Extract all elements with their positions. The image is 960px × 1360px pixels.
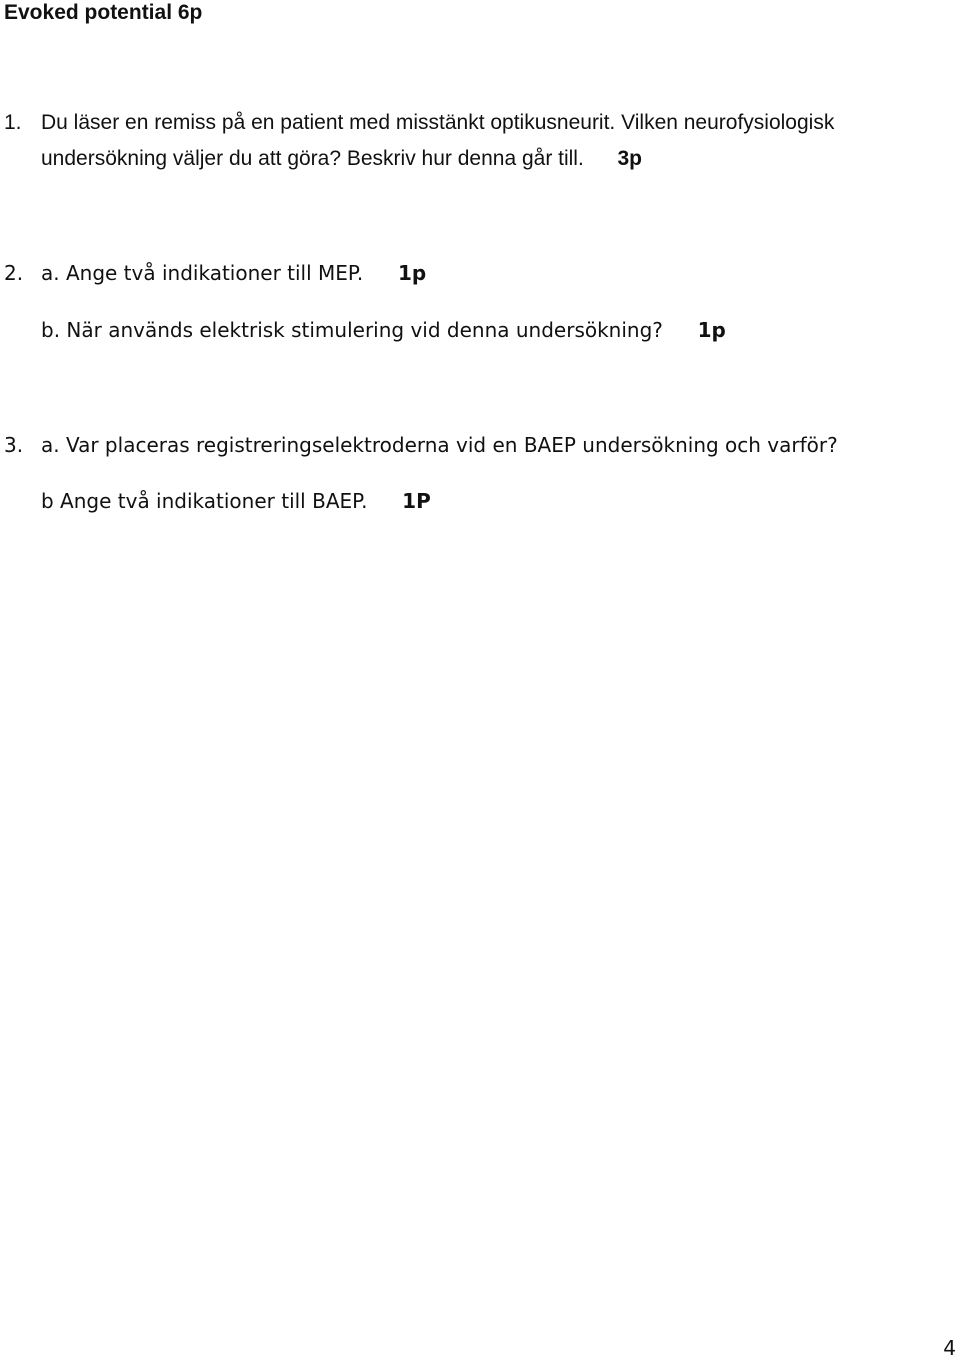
question-2-number: 2. — [4, 261, 24, 285]
question-3b-text: b Ange två indikationer till BAEP. — [41, 489, 368, 513]
page-number: 4 — [943, 1336, 956, 1360]
page-title: Evoked potential 6p — [4, 1, 203, 24]
question-2b-points: 1p — [697, 318, 726, 342]
question-3a-text: a. Var placeras registreringselektroderna vid en BAEP undersökning och varför? — [41, 433, 838, 457]
question-2b-text: b. När används elektrisk stimulering vid denna undersökning? — [41, 318, 663, 342]
question-3b-points: 1P — [402, 489, 431, 513]
question-2b — [41, 317, 726, 343]
question-1-text-line-2-body: undersökning väljer du att göra? Beskriv hur denna går till. — [41, 147, 584, 170]
question-3-number: 3. — [4, 433, 24, 457]
question-1-number: 1. — [4, 111, 22, 134]
question-3b — [41, 488, 431, 514]
question-1-text-line-1: Du läser en remiss på en patient med misstänkt optikusneurit. Vilken neurofysiologisk — [41, 111, 835, 134]
question-1-points: 3p — [617, 147, 643, 170]
question-1-text-line-2 — [41, 146, 642, 172]
question-2a — [41, 260, 426, 286]
question-2a-points: 1p — [397, 261, 427, 285]
question-2a-text: a. Ange två indikationer till MEP. — [41, 261, 364, 285]
